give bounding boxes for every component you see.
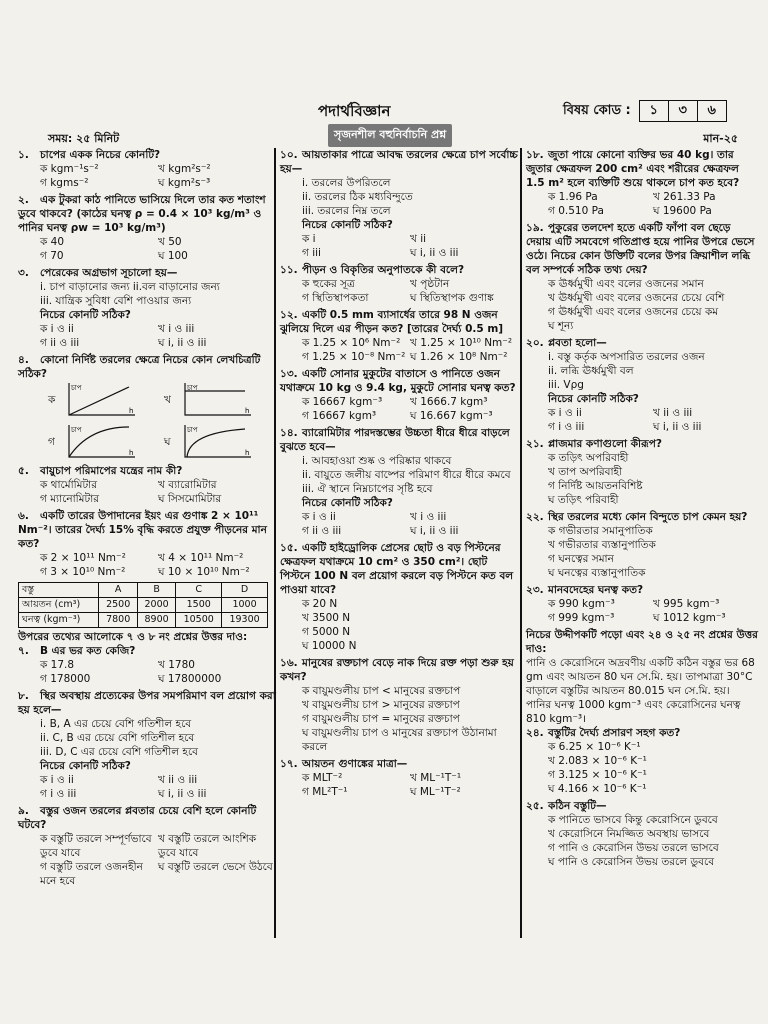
question xyxy=(18,689,276,801)
question-number: ১৪. xyxy=(280,427,298,439)
y-axis-label: চাপ xyxy=(71,384,82,392)
question-text: পেরেকের অগ্রভাগ সূচালো হয়— xyxy=(40,267,178,279)
option: ঘ 4.166 × 10⁻⁶ K⁻¹ xyxy=(548,783,647,795)
option: ঘ বস্তুটি তরলে ভেসে উঠবে xyxy=(158,861,273,873)
option: ক kgm⁻¹s⁻² xyxy=(40,163,99,175)
option: ঘ পানি ও কেরোসিন উভয় তরলে ডুববে xyxy=(548,856,715,868)
column-1 xyxy=(18,148,276,891)
option: গ 0.510 Pa xyxy=(548,205,604,217)
question-sheet xyxy=(18,92,758,932)
question-stem xyxy=(280,426,518,454)
question-number: ১২. xyxy=(280,309,298,321)
statement: ii. বায়ুতে জলীয় বাষ্পের পরিমাণ ধীরে ধীরে কমবে xyxy=(302,469,511,481)
question xyxy=(18,266,276,350)
question-number: ২১. xyxy=(526,438,544,450)
options xyxy=(18,658,276,686)
question-number: ৮. xyxy=(18,690,29,702)
options xyxy=(526,406,758,434)
pressure-depth-graph xyxy=(175,381,255,419)
question-text: একটি হাইড্রোলিক প্রেসের ছোট ও বড় পিস্টনের ক্ষেত্রফল যথাক্রমে 10 cm² ও 350 cm²। ছোট পিস্টনে 100 N বল প্রয়োগ করলে বড় পিস্টনে কত বল পাওয়া যাবে? xyxy=(280,542,514,596)
question-text: পীড়ন ও বিকৃতির অনুপাতকে কী বলে? xyxy=(302,264,465,276)
question-number: ২. xyxy=(18,194,29,206)
question-stem xyxy=(280,541,518,597)
question-number: ৭. xyxy=(18,645,29,657)
option: খ ঊর্ধ্বমুখী এবং বলের ওজনের চেয়ে বেশি xyxy=(548,292,725,304)
options xyxy=(18,162,276,190)
option: ক 1.25 × 10⁶ Nm⁻² xyxy=(302,337,401,349)
code-digit: ৩ xyxy=(668,101,697,121)
option: ঘ ML⁻¹T⁻² xyxy=(410,786,461,798)
question-stem xyxy=(18,509,276,551)
option: খ পৃষ্ঠটান xyxy=(410,278,450,290)
question-stem xyxy=(526,799,758,813)
option: খ 261.33 Pa xyxy=(653,191,716,203)
question-stem xyxy=(280,656,518,684)
page-title: পদার্থবিজ্ঞান xyxy=(318,102,391,120)
option: ক 20 N xyxy=(302,598,338,610)
question-number: ৪. xyxy=(18,354,29,366)
option: ক বস্তুটি তরলে সম্পূর্ণভাবে ডুবে যাবে xyxy=(40,833,152,859)
option: গ 70 xyxy=(40,250,64,262)
options xyxy=(280,771,518,799)
question-stem xyxy=(18,804,276,832)
options xyxy=(18,551,276,579)
statement: iii. ঐ স্থানে নিম্নচাপের সৃষ্টি হবে xyxy=(302,483,433,495)
option: গ বায়ুমণ্ডলীয় চাপ = মানুষের রক্তচাপ xyxy=(302,713,460,725)
option: ক 2 × 10¹¹ Nm⁻² xyxy=(40,552,126,564)
option: ক 1.96 Pa xyxy=(548,191,598,203)
statement: i. আবহাওয়া শুষ্ক ও পরিষ্কার থাকবে xyxy=(302,455,452,467)
option: ঘ 19600 Pa xyxy=(653,205,712,217)
option: গ বস্তুটি তরলে ওজনহীন মনে হবে xyxy=(40,861,143,887)
question-text: এক টুকরা কাঠ পানিতে ভাসিয়ে দিলে তার কত শতাংশ ডুবে থাকবে? (কাঠের ঘনত্ব ρ = 0.4 × 10³ kg/m³ ও পানির ঘনত্ব ρw = 10³ kg/m³) xyxy=(18,194,266,234)
table-cell: 1000 xyxy=(222,598,268,613)
question-stem xyxy=(18,353,276,381)
option: ক 40 xyxy=(40,236,65,248)
question-number: ৯. xyxy=(18,805,29,817)
options xyxy=(280,395,518,423)
question xyxy=(18,353,276,461)
pressure-depth-graph xyxy=(175,423,255,461)
statement: i. বস্তু কর্তৃক অপসারিত তরলের ওজন xyxy=(548,351,705,363)
table-header-row xyxy=(19,583,268,598)
graph-option xyxy=(48,381,160,419)
question-number: ২৩. xyxy=(526,584,544,596)
question-text: B এর ভর কত কেজি? xyxy=(40,645,136,657)
option: খ i ও iii xyxy=(410,511,447,523)
table-header-cell: বস্তু xyxy=(19,583,99,598)
option: ঘ i, ii ও iii xyxy=(653,421,702,433)
question-text: একটি তারের উপাদানের ইয়ং এর গুণাঙ্ক 2 × 10¹¹ Nm⁻²। তারের দৈর্ঘ্য 15% বৃদ্ধি করতে প্রযুক্ত পীড়নের মান কত? xyxy=(18,510,267,550)
question-number: ১৯. xyxy=(526,222,544,234)
option: গ পানি ও কেরোসিন উভয় তরলে ভাসবে xyxy=(548,842,719,854)
option-label: গ xyxy=(48,436,55,448)
option: খ 1780 xyxy=(158,659,195,671)
option: ঘ 1.26 × 10⁸ Nm⁻² xyxy=(410,351,508,363)
question-stem xyxy=(18,689,276,717)
option: ক i ও ii xyxy=(548,407,582,419)
question-stem xyxy=(526,221,758,277)
option: ঘ i, ii ও iii xyxy=(158,788,207,800)
graph-options xyxy=(18,381,276,461)
option: ক 17.8 xyxy=(40,659,75,671)
question-number: ১৭. xyxy=(280,758,298,770)
option: ঘ 100 xyxy=(158,250,188,262)
option: ঘ ঘনত্বের ব্যস্তানুপাতিক xyxy=(548,567,646,579)
graph-option xyxy=(48,423,160,461)
option: ঘ 10000 N xyxy=(302,640,357,652)
option: খ 1.25 × 10¹⁰ Nm⁻² xyxy=(410,337,513,349)
table-row xyxy=(19,613,268,628)
option: ঘ সিসমোমিটার xyxy=(158,493,222,505)
y-axis-label: চাপ xyxy=(186,426,198,434)
option: খ ব্যারোমিটার xyxy=(158,479,217,491)
table-header-cell: B xyxy=(137,583,175,598)
table-cell: আয়তন (cm³) xyxy=(19,598,99,613)
option: খ ML⁻¹T⁻¹ xyxy=(410,772,462,784)
question-stem xyxy=(18,464,276,478)
option: ঘ 17800000 xyxy=(158,673,222,685)
column-3 xyxy=(526,148,758,872)
option: গ 16667 kgm³ xyxy=(302,410,377,422)
option: গ ii ও iii xyxy=(40,337,80,349)
statement: iii. যান্ত্রিক সুবিধা বেশি পাওয়ার জন্য xyxy=(40,295,192,307)
question xyxy=(18,644,276,686)
question-text: মানবদেহের ঘনত্ব কত? xyxy=(548,584,644,596)
question xyxy=(280,426,518,538)
question xyxy=(526,726,758,796)
option: ক 16667 kgm⁻³ xyxy=(302,396,383,408)
option: গ 5000 N xyxy=(302,626,351,638)
option: ক পানিতে ভাসবে কিন্তু কেরোসিনে ডুববে xyxy=(548,814,718,826)
question-stem xyxy=(280,308,518,336)
x-axis-label: h xyxy=(244,449,249,457)
option: গ 999 kgm⁻³ xyxy=(548,612,615,624)
option: খ ii xyxy=(410,233,427,245)
question-text: আয়তাকার পাত্রে আবদ্ধ তরলের ক্ষেত্রে চাপ সর্বোচ্চ হয়— xyxy=(280,149,518,175)
pressure-depth-graph xyxy=(59,381,139,419)
stimulus-text: পানি ও কেরোসিনে অদ্রবণীয় একটি কঠিন বস্তুর ভর 68 gm এবং আয়তন 80 ঘন সে.মি. হয়। তাপমাত্রা 30°C বাড়ালে বস্তুটির আয়তন 80.015 ঘন সে.মি. হয়। পানির ঘনত্ব 1000 kgm⁻³ এবং কেরোসিনের ঘনত্ব 810 kgm⁻³। xyxy=(526,657,755,725)
option: গ ঊর্ধ্বমুখী এবং বলের ওজনের চেয়ে কম xyxy=(548,306,719,318)
options xyxy=(280,277,518,305)
question-text: স্থির অবস্থায় প্রত্যেকের উপর সমপরিমাণ বল প্রয়োগ করা হয় হলে— xyxy=(18,690,276,716)
table-row xyxy=(19,598,268,613)
option-label: ঘ xyxy=(164,436,171,448)
statement: ii. লব্ধি ঊর্ধ্বমুখী বল xyxy=(548,365,634,377)
option: ঘ i, ii ও iii xyxy=(158,337,207,349)
option: খ 995 kgm⁻³ xyxy=(653,598,720,610)
column-divider xyxy=(520,148,522,938)
x-axis-label: h xyxy=(128,449,134,457)
question-stem xyxy=(526,583,758,597)
question xyxy=(18,804,276,888)
table-cell: 19300 xyxy=(222,613,268,628)
option: খ i ও iii xyxy=(158,323,195,335)
pressure-depth-graph xyxy=(59,423,139,461)
option: ক বায়ুমণ্ডলীয় চাপ < মানুষের রক্তচাপ xyxy=(302,685,461,697)
question xyxy=(18,148,276,190)
question-number: ১৩. xyxy=(280,368,298,380)
question-number: ৬. xyxy=(18,510,29,522)
option: খ 1666.7 kgm³ xyxy=(410,396,488,408)
option: গ iii xyxy=(302,247,321,259)
table-header-cell: A xyxy=(99,583,137,598)
option: ঘ 1012 kgm⁻³ xyxy=(653,612,726,624)
question-text: বস্তুর ওজন তরলের প্লবতার চেয়ে বেশি হলে কোনটি ঘটবে? xyxy=(18,805,257,831)
option: খ তাপ অপরিবাহী xyxy=(548,466,623,478)
question xyxy=(280,757,518,799)
question-text: পুকুরের তলদেশ হতে একটি ফাঁপা বল ছেড়ে দেয়ায় এটি সমবেগে গতিপ্রাপ্ত হয়ে পানির উপরে ভেসে ওঠে। নিচের কোন উক্তিটি বলের উপর ক্রিয়াশীল লব্ধি বল সম্পর্কে সঠিক তথ্য দেয়? xyxy=(526,222,755,276)
option: গ স্থিতিস্থাপকতা xyxy=(302,292,369,304)
statement: i. চাপ বাড়ানোর জন্য ii.বল বাড়ানোর জন্য xyxy=(40,281,220,293)
question-prompt: নিচের কোনটি সঠিক? xyxy=(302,219,393,231)
option: ক i xyxy=(302,233,316,245)
option: ঘ i, ii ও iii xyxy=(410,525,459,537)
option: গ 3.125 × 10⁻⁶ K⁻¹ xyxy=(548,769,647,781)
question-stem xyxy=(526,726,758,740)
question-text: প্লবতা হলো— xyxy=(548,337,607,349)
subject-code xyxy=(563,100,727,122)
question-number: ৩. xyxy=(18,267,29,279)
question-text: কোনো নির্দিষ্ট তরলের ক্ষেত্রে নিচের কোন লেখচিত্রটি সঠিক? xyxy=(18,354,261,380)
option: ঘ তড়িৎ পরিবাহী xyxy=(548,494,619,506)
option: ক i ও ii xyxy=(40,323,74,335)
option: গ 178000 xyxy=(40,673,91,685)
question-stem xyxy=(280,263,518,277)
statement: iii. Vρg xyxy=(548,379,584,391)
y-axis-label: চাপ xyxy=(186,384,198,392)
option: ঘ kgm²s⁻³ xyxy=(158,177,211,189)
question xyxy=(280,541,518,653)
question-number: ১৫. xyxy=(280,542,298,554)
question xyxy=(18,193,276,263)
option: ক হুকের সূত্র xyxy=(302,278,355,290)
question-stem xyxy=(526,336,758,350)
graph-option xyxy=(164,381,276,419)
question-text: স্থির তরলের মধ্যে কোন বিন্দুতে চাপ কেমন হয়? xyxy=(548,511,748,523)
option: ঘ স্থিতিস্থাপক গুণাঙ্ক xyxy=(410,292,494,304)
subject-code-boxes xyxy=(639,100,727,122)
code-digit: ৬ xyxy=(697,101,726,121)
question-text: একটি সোনার মুকুটের বাতাসে ও পানিতে ওজন যথাক্রমে 10 kg ও 9.4 kg, মুকুটে সোনার ঘনত্ব কত? xyxy=(280,368,516,394)
option: গ i ও iii xyxy=(548,421,585,433)
option: গ kgms⁻² xyxy=(40,177,89,189)
table-cell: ঘনত্ব (kgm⁻³) xyxy=(19,613,99,628)
option: ক থার্মোমিটার xyxy=(40,479,97,491)
options xyxy=(18,773,276,801)
question-number: ২২. xyxy=(526,511,544,523)
option: খ 4 × 10¹¹ Nm⁻² xyxy=(158,552,244,564)
option: ঘ 16.667 kgm⁻³ xyxy=(410,410,493,422)
question-number: ৫. xyxy=(18,465,29,477)
question-stem xyxy=(18,266,276,280)
question-stem xyxy=(526,437,758,451)
question xyxy=(280,263,518,305)
statement: ii. তরলের ঠিক মধ্যবিন্দুতে xyxy=(302,191,413,203)
question xyxy=(526,148,758,218)
question xyxy=(526,221,758,333)
option: খ ii ও iii xyxy=(653,407,693,419)
question-stem xyxy=(526,148,758,190)
question-number: ২৪. xyxy=(526,727,544,739)
question-number: ১৮. xyxy=(526,149,544,161)
x-axis-label: h xyxy=(129,407,134,415)
question-text: একটি 0.5 mm ব্যাসার্ধের তারে 98 N ওজন ঝুলিয়ে দিলে এর পীড়ন কত? [তারের দৈর্ঘ্য 0.5 m] xyxy=(280,309,504,335)
table-cell: 8900 xyxy=(137,613,175,628)
option: ক i ও ii xyxy=(302,511,336,523)
option: ক ঊর্ধ্বমুখী এবং বলের ওজনের সমান xyxy=(548,278,704,290)
option-label: ক xyxy=(48,394,56,406)
option: ক গভীরতার সমানুপাতিক xyxy=(548,525,653,537)
option: খ বায়ুমণ্ডলীয় চাপ > মানুষের রক্তচাপ xyxy=(302,699,460,711)
option: ক 990 kgm⁻³ xyxy=(548,598,615,610)
question-text: জুতা পায়ে কোনো ব্যক্তির ভর 40 kg। তার জুতার ক্ষেত্রফল 200 cm² এবং শরীরের ক্ষেত্রফল 1.5 m² হলে ব্যক্তিটি শুয়ে থাকলে চাপ কত হবে? xyxy=(526,149,740,189)
question-text: কঠিন বস্তুটি— xyxy=(548,800,607,812)
question-prompt: নিচের কোনটি সঠিক? xyxy=(40,309,131,321)
question-number: ১৬. xyxy=(280,657,298,669)
option: ঘ 10 × 10¹⁰ Nm⁻² xyxy=(158,566,250,578)
options xyxy=(18,832,276,888)
subject-code-label: বিষয় কোড : xyxy=(563,102,631,118)
question xyxy=(526,510,758,580)
question-stem xyxy=(18,148,276,162)
option: ক 6.25 × 10⁻⁶ K⁻¹ xyxy=(548,741,641,753)
option: ক MLT⁻² xyxy=(302,772,343,784)
option: গ ii ও iii xyxy=(302,525,342,537)
options xyxy=(18,322,276,350)
question-text: আয়তন গুণাঙ্কের মাত্রা— xyxy=(302,758,408,770)
options xyxy=(280,336,518,364)
marks-label: মান-২৫ xyxy=(703,132,738,145)
question xyxy=(280,656,518,754)
stimulus-instruction: উপরের তথ্যের আলোকে ৭ ও ৮ নং প্রশ্নের উত্তর দাও: xyxy=(18,631,248,643)
column-2 xyxy=(280,148,518,802)
data-table xyxy=(18,582,268,628)
option: খ kgm²s⁻² xyxy=(158,163,211,175)
section-stamp: সৃজনশীল বহুনির্বাচনি প্রশ্ন xyxy=(328,124,452,147)
question xyxy=(280,148,518,260)
option-label: খ xyxy=(164,394,171,406)
table-cell: 7800 xyxy=(99,613,137,628)
option: ঘ শূন্য xyxy=(548,320,574,332)
question xyxy=(526,583,758,625)
question-stem xyxy=(280,367,518,395)
option: খ কেরোসিনে নিমজ্জিত অবস্থায় ভাসবে xyxy=(548,828,710,840)
option: ক তড়িৎ অপরিবাহী xyxy=(548,452,629,464)
time-label: সময়: ২৫ মিনিট xyxy=(48,132,120,145)
option: গ 1.25 × 10⁻⁸ Nm⁻² xyxy=(302,351,406,363)
y-axis-label: চাপ xyxy=(70,426,82,434)
option: গ ঘনত্বের সমান xyxy=(548,553,614,565)
question-number: ২৫. xyxy=(526,800,544,812)
table-cell: 1500 xyxy=(176,598,222,613)
question xyxy=(526,336,758,434)
statement: i. তরলের উপরিতলে xyxy=(302,177,391,189)
statement: ii. C, B এর চেয়ে বেশি গতিশীল হবে xyxy=(40,732,195,744)
options xyxy=(526,597,758,625)
question xyxy=(526,799,758,869)
options xyxy=(18,478,276,506)
question-prompt: নিচের কোনটি সঠিক? xyxy=(302,497,393,509)
option: ঘ বায়ুমণ্ডলীয় চাপ ও মানুষের রক্তচাপ উঠানামা করলে xyxy=(302,727,497,753)
question xyxy=(280,367,518,423)
statement: i. B, A এর চেয়ে বেশি গতিশীল হবে xyxy=(40,718,192,730)
table-cell: 10500 xyxy=(176,613,222,628)
question-text: বস্তুটির দৈর্ঘ্য প্রসারণ সহগ কত? xyxy=(548,727,681,739)
question-number: ১. xyxy=(18,149,29,161)
question-number: ২০. xyxy=(526,337,544,349)
graph-option xyxy=(164,423,276,461)
option: খ 50 xyxy=(158,236,182,248)
question xyxy=(526,437,758,507)
question xyxy=(18,464,276,506)
question xyxy=(280,308,518,364)
question-text: ব্যারোমিটার পারদস্তম্ভের উচ্চতা ধীরে ধীরে বাড়লে বুঝতে হবে— xyxy=(280,427,510,453)
question-text: চাপের একক নিচের কোনটি? xyxy=(40,149,161,161)
option: ঘ i, ii ও iii xyxy=(410,247,459,259)
statement: iii. তরলের নিম্ন তলে xyxy=(302,205,391,217)
option: খ 3500 N xyxy=(302,612,351,624)
table-header-cell: C xyxy=(176,583,222,598)
question-stem xyxy=(18,644,276,658)
question-text: মানুষের রক্তচাপ বেড়ে নাক দিয়ে রক্ত পড়া শুরু হয় কখন? xyxy=(280,657,514,683)
question-text: প্লাজমার কণাগুলো কীরূপ? xyxy=(548,438,662,450)
table-cell: 2500 xyxy=(99,598,137,613)
question-stem xyxy=(18,193,276,235)
table-header-cell: D xyxy=(222,583,268,598)
option: খ ii ও iii xyxy=(158,774,198,786)
options xyxy=(280,232,518,260)
options xyxy=(280,510,518,538)
option: গ ML²T⁻¹ xyxy=(302,786,348,798)
option: খ গভীরতার ব্যস্তানুপাতিক xyxy=(548,539,656,551)
option: খ 2.083 × 10⁻⁶ K⁻¹ xyxy=(548,755,647,767)
question-number: ১১. xyxy=(280,264,298,276)
question-prompt: নিচের কোনটি সঠিক? xyxy=(40,760,131,772)
options xyxy=(526,190,758,218)
option: গ 3 × 10¹⁰ Nm⁻² xyxy=(40,566,126,578)
code-digit: ১ xyxy=(649,103,658,118)
question-stem xyxy=(280,757,518,771)
options xyxy=(18,235,276,263)
table-cell: 2000 xyxy=(137,598,175,613)
question-stem xyxy=(526,510,758,524)
option: খ বস্তুটি তরলে আংশিক ডুবে যাবে xyxy=(158,833,257,859)
statement: iii. D, C এর চেয়ে বেশি গতিশীল হবে xyxy=(40,746,199,758)
question-prompt: নিচের কোনটি সঠিক? xyxy=(548,393,639,405)
x-axis-label: h xyxy=(244,407,250,415)
option: গ ম্যানোমিটার xyxy=(40,493,100,505)
option: ক i ও ii xyxy=(40,774,74,786)
question-number: ১০. xyxy=(280,149,298,161)
question-stem xyxy=(280,148,518,176)
stimulus-instruction: নিচের উদ্দীপকটি পড়ো এবং ২৪ ও ২৫ নং প্রশ্নের উত্তর দাও: xyxy=(526,629,758,655)
question-text: বায়ুচাপ পরিমাপের যন্ত্রের নাম কী? xyxy=(40,465,183,477)
option: গ i ও iii xyxy=(40,788,77,800)
question xyxy=(18,509,276,579)
option: গ নির্দিষ্ট আয়তনবিশিষ্ট xyxy=(548,480,643,492)
